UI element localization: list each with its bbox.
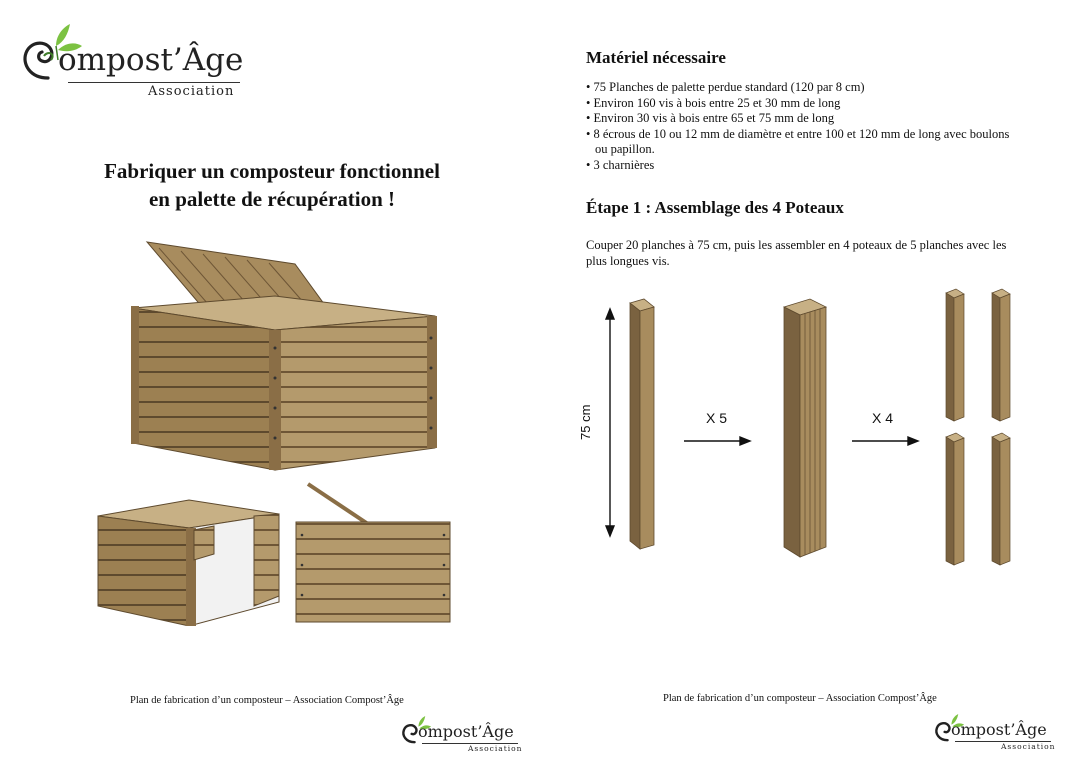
logo-bottom-right — [933, 708, 1063, 753]
logo-association: Association — [148, 84, 235, 99]
materials-item: • 75 Planches de palette perdue standard (120 par 8 cm) — [586, 80, 865, 94]
composter-open-illustration — [94, 486, 284, 626]
materials-item: • 8 écrous de 10 ou 12 mm de diamètre et entre 100 et 120 mm de long avec boulons ou papillon. — [586, 126, 1010, 157]
logo-small-wordmark: ompost’Âge — [418, 722, 514, 741]
arrow-x5-icon — [684, 437, 750, 445]
materials-heading: Matériel nécessaire — [586, 48, 726, 67]
single-plank — [630, 299, 654, 549]
materials-item: • Environ 30 vis à bois entre 65 et 75 mm de long — [586, 111, 835, 126]
logo-small-wordmark: ompost’Âge — [951, 720, 1047, 739]
logo-underline — [68, 82, 240, 83]
logo-wordmark: ompost’Âge — [58, 42, 244, 78]
panel-illustration — [292, 480, 452, 625]
logo-small-association: Association — [1001, 742, 1056, 751]
materials-list — [586, 80, 1016, 174]
page-title — [52, 157, 492, 213]
composter-main-illustration — [125, 238, 455, 478]
four-posts — [946, 289, 1010, 565]
post-five-planks — [784, 299, 826, 557]
footer-right: Plan de fabrication d’un composteur – Association Compost’Âge — [663, 693, 937, 704]
page-title-line1: Fabriquer un composteur fonctionnel — [104, 159, 440, 183]
step1-diagram — [580, 285, 1040, 575]
logo-small-association: Association — [468, 744, 523, 753]
x5-label: X 5 — [706, 410, 728, 426]
page-title-line2: en palette de récupération ! — [148, 187, 396, 211]
step1-heading: Étape 1 : Assemblage des 4 Poteaux — [586, 198, 844, 217]
materials-item: • 3 charnières — [586, 157, 655, 172]
logo-top-left — [18, 20, 248, 102]
x4-label: X 4 — [872, 410, 894, 426]
dimension-arrow — [606, 309, 614, 536]
step1-text: Couper 20 planches à 75 cm, puis les assembler en 4 poteaux de 5 planches avec les plus longues vis. — [586, 238, 1007, 268]
footer-left: Plan de fabrication d’un composteur – Association Compost’Âge — [130, 695, 404, 706]
length-label: 75 cm — [578, 404, 593, 440]
materials-item: • Environ 160 vis à bois entre 25 et 30 mm de long — [586, 95, 841, 110]
arrow-x4-icon — [852, 437, 918, 445]
logo-bottom-left — [400, 710, 530, 755]
